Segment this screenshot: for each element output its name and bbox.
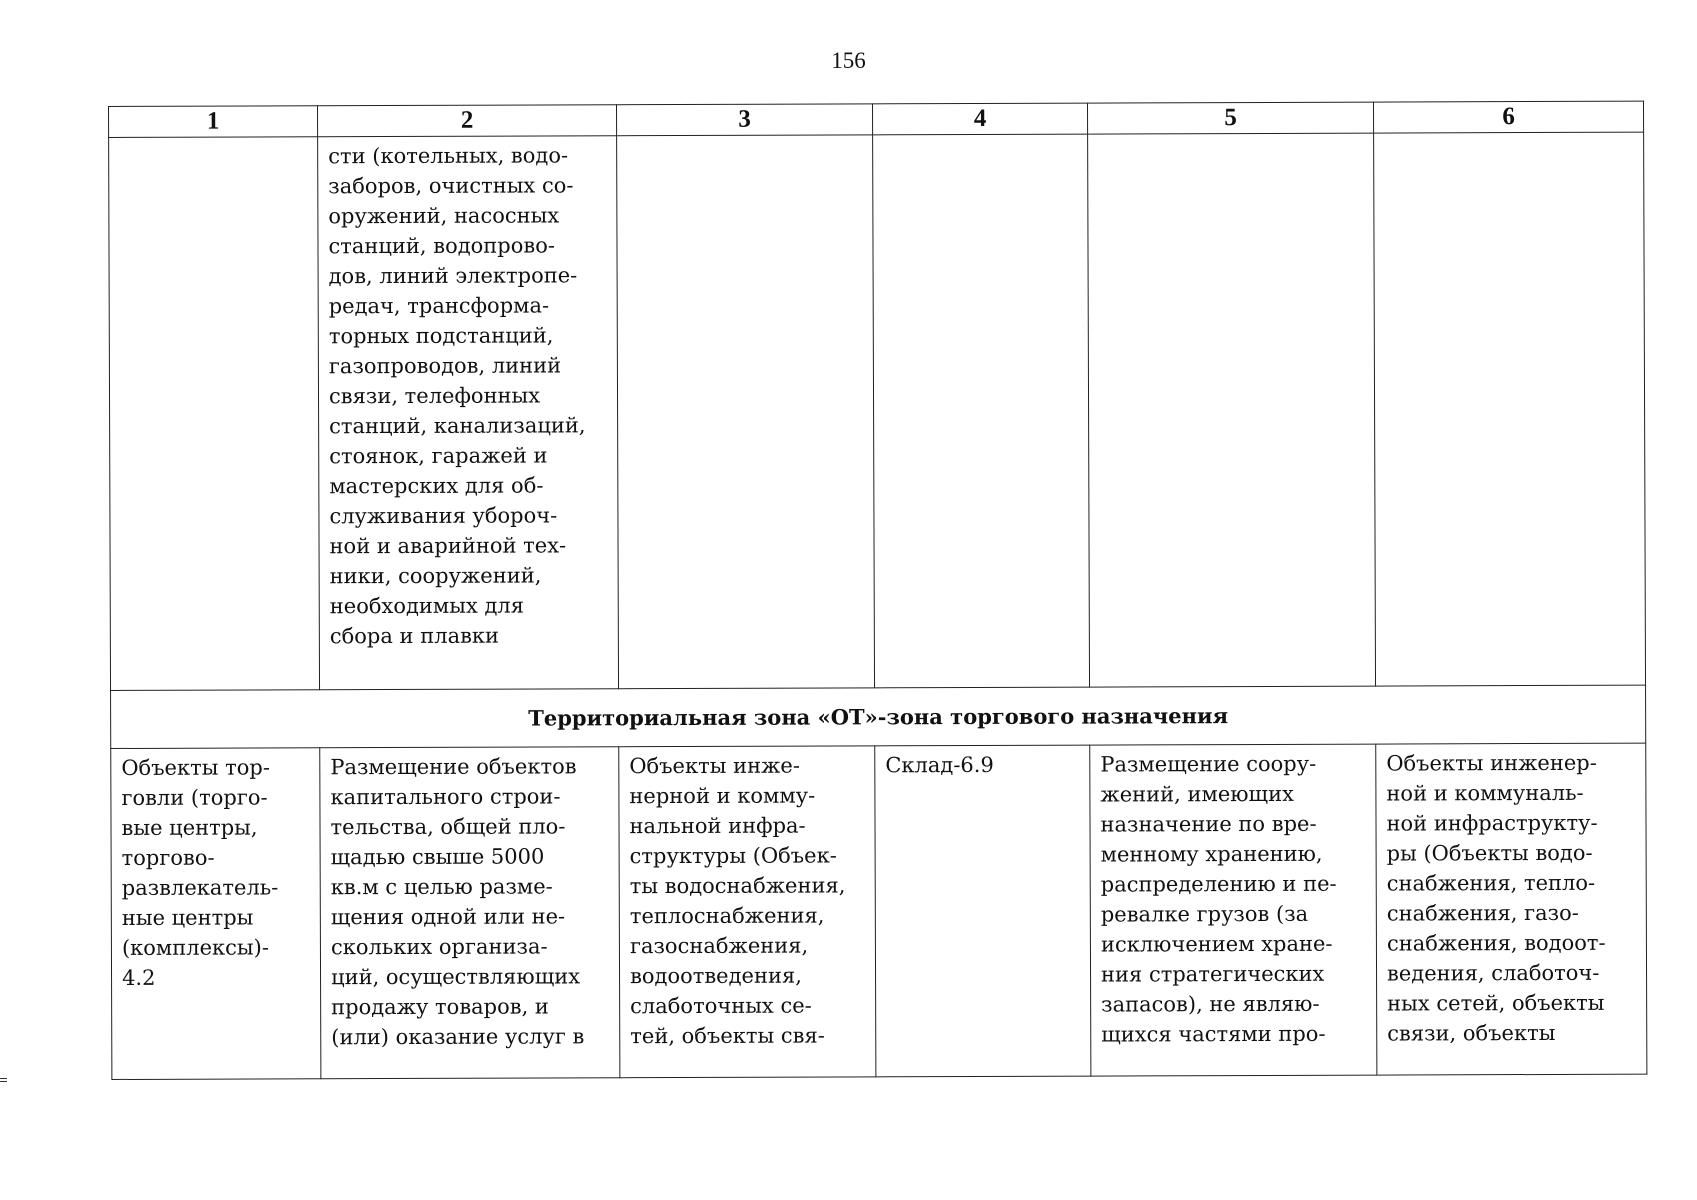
table-cell	[619, 746, 876, 1078]
cell-text: Склад-6.9	[885, 752, 994, 778]
zone-title: Территориальная зона «ОТ»-зона торгового назначения	[111, 685, 1646, 748]
column-header-6: 6	[1373, 101, 1643, 133]
column-header-3: 3	[616, 104, 872, 136]
table-cell	[1376, 743, 1647, 1075]
cell-text: Объекты тор- говли (торго- вые центры, торгово- развлекатель- ные центры (комплексы)- 4.2	[121, 755, 279, 990]
column-header-5: 5	[1087, 102, 1373, 134]
table-cell	[875, 745, 1091, 1077]
cell-text	[1088, 134, 1373, 139]
table-cell	[1374, 132, 1646, 686]
table-cell	[1090, 744, 1377, 1076]
cell-text	[1374, 133, 1643, 138]
table-row-continuation	[109, 132, 1646, 690]
column-header-1: 1	[109, 106, 318, 138]
cell-text: Объекты инженер- ной и коммуналь- ной инфраструкту- ры (Объекты водо- снабжения, тепло- снабжения, газо- снабжения, водоот- ведения, слаботоч- ных сетей, объекты связи, объекты	[1386, 750, 1606, 1046]
column-header-2: 2	[318, 105, 617, 137]
zoning-regulations-table	[108, 101, 1647, 1080]
table-row-retail-objects	[111, 743, 1647, 1079]
cell-text	[617, 135, 872, 140]
zone-section-row	[111, 685, 1646, 748]
column-header-4: 4	[872, 103, 1087, 135]
cell-text: Размещение соору- жений, имеющих назначение по вре- менному хранению, распределению и пе- ревалке грузов (за исключением хране- ния стратегических запасов), не являю- щихся частями про-	[1100, 751, 1337, 1047]
table-cell	[109, 137, 320, 691]
table-cell	[1088, 133, 1376, 687]
table-cell	[617, 135, 875, 689]
margin-mark	[0, 1078, 7, 1082]
cell-text: сти (котельных, водо- заборов, очистных со- оружений, насосных станций, водопрово- дов, линий электропе- редач, трансформа- торных подстанций, газопроводов, линий связи, телефонных станций, канализаций, стоянок, гаражей и мастерских для об- служивания убороч- ной и аварийной тех- ники, сооружений, необходимых для сбора и плавки	[328, 143, 586, 649]
table-cell	[320, 747, 620, 1079]
cell-text	[109, 137, 317, 142]
cell-text	[873, 135, 1087, 140]
table-cell	[318, 136, 619, 690]
table-cell	[873, 134, 1090, 688]
table-cell	[111, 748, 321, 1080]
cell-text: Размещение объектов капитального строи- тельства, общей пло- щадью свыше 5000 кв.м с целью разме- щения одной или не- скольких организа- ций, осуществляющих продажу товаров, и (или) оказание услуг в	[330, 754, 585, 1050]
page-number: 156	[831, 48, 866, 73]
cell-text: Объекты инже- нерной и комму- нальной инфра- структуры (Объек- ты водоснабжения, теплоснабжения, газоснабжения, водоотведения, слаботочных се- тей, объекты свя-	[629, 753, 846, 1049]
